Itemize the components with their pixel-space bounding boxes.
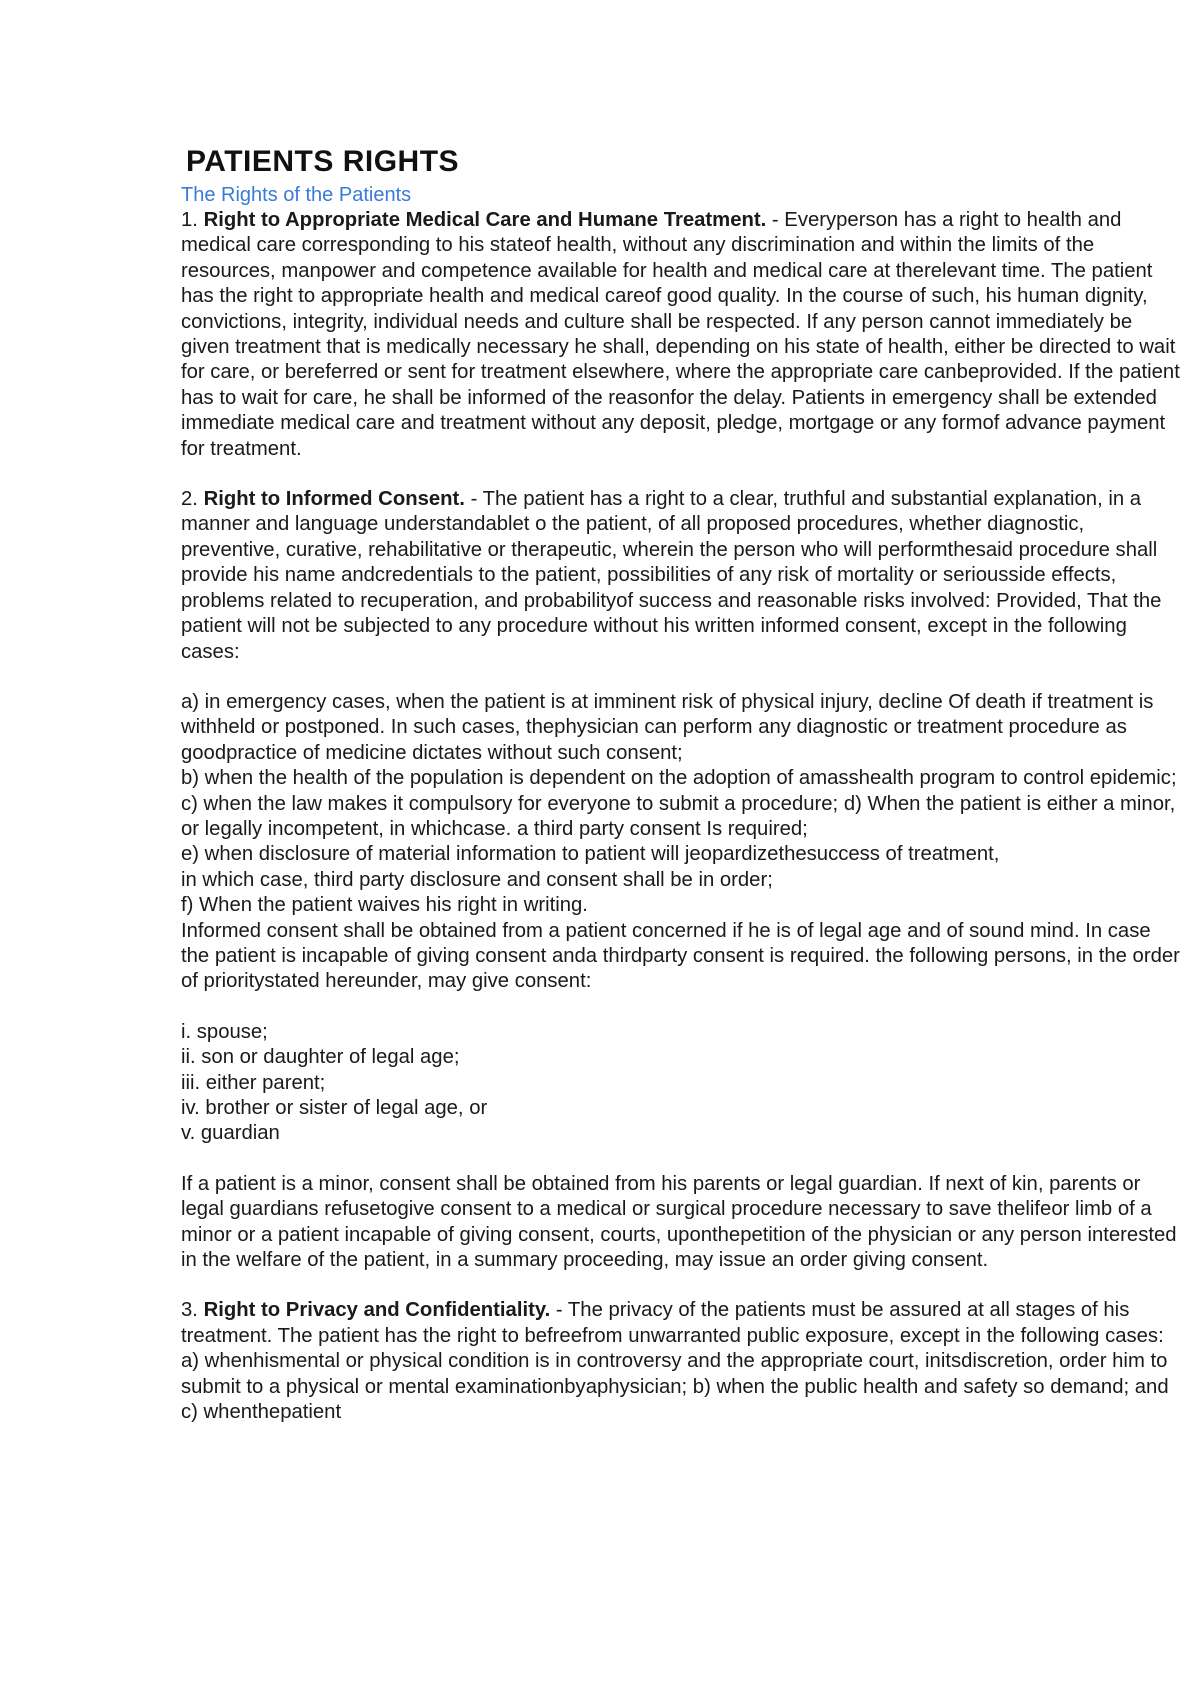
case-item-f: f) When the patient waives his right in writing. bbox=[181, 894, 588, 917]
document-content bbox=[181, 142, 1181, 1425]
document-subtitle: The Rights of the Patients bbox=[181, 184, 412, 206]
section-2-heading: Right to Informed Consent. bbox=[203, 488, 465, 511]
section-2-number: 2. bbox=[181, 488, 204, 511]
section-1-heading: Right to Appropriate Medical Care and Humane Treatment. bbox=[203, 209, 767, 231]
person-item: i. spouse; bbox=[181, 1020, 268, 1043]
section-3-text: - The privacy of the patients must be assured at all stages of his treatment. The patient has the right to befreefrom unwarranted public exposure, except in the following cases: a) whenhismental or physical condition is in controversy and the appropriate court, initsdiscretion, order him to submit to a physical or mental examinationbyaphysician; b) when the public health and safety so demand; and c) whenthepatient bbox=[181, 1299, 1169, 1424]
case-item-a: a) in emergency cases, when the patient is at imminent risk of physical injury, decline Of death if treatment is withheld or postponed. In such cases, thephysician can perform any diagnostic or treatment procedure as goodpractice of medicine dictates without such consent; bbox=[181, 690, 1154, 764]
consent-cases bbox=[181, 690, 1181, 995]
case-item-e-cont: in which case, third party disclosure and consent shall be in order; bbox=[181, 868, 773, 891]
section-1-paragraph bbox=[181, 208, 1181, 462]
minor-consent-paragraph: If a patient is a minor, consent shall be obtained from his parents or legal guardian. If next of kin, parents or legal guardians refusetogive consent to a medical or surgical procedure necessary to save thelifeor limb of a minor or a patient incapable of giving consent, courts, uponthepetition of the physician or any person interested in the welfare of the patient, in a summary proceeding, may issue an order giving consent. bbox=[181, 1172, 1177, 1272]
section-1-number: 1. bbox=[181, 209, 204, 231]
case-item-c-d: c) when the law makes it compulsory for everyone to submit a procedure; d) When the patient is either a minor, or legally incompetent, in whichcase. a third party consent Is required; bbox=[181, 792, 1176, 840]
spacer bbox=[181, 1147, 1181, 1172]
consent-priority-intro: Informed consent shall be obtained from a patient concerned if he is of legal age and of sound mind. In case the patient is incapable of giving consent anda thirdparty consent is required. the following persons, in the order of prioritystated hereunder, may give consent: bbox=[181, 919, 1180, 993]
person-item: iv. brother or sister of legal age, or bbox=[181, 1097, 488, 1119]
section-3-paragraph bbox=[181, 1298, 1181, 1425]
section-2-paragraph bbox=[181, 487, 1181, 665]
person-item: v. guardian bbox=[181, 1122, 280, 1145]
section-2-text: - The patient has a right to a clear, truthful and substantial explanation, in a manner and language understandablet o the patient, of all proposed procedures, whether diagnostic, preventive, curative, rehabilitative or therapeutic, wherein the person who will performthesaid procedure shall provide his name andcredentials to the patient, possibilities of any risk of mortality or seriousside effects, problems related to recuperation, and probabilityof success and reasonable risks involved: Provided, That the patient will not be subjected to any procedure without his written informed consent, except in the following cases: bbox=[181, 488, 1162, 663]
person-item: ii. son or daughter of legal age; bbox=[181, 1046, 460, 1069]
person-item: iii. either parent; bbox=[181, 1071, 326, 1094]
spacer bbox=[181, 462, 1181, 487]
consent-persons-list bbox=[181, 1020, 1181, 1147]
case-item-b: b) when the health of the population is dependent on the adoption of amasshealth program to control epidemic; bbox=[181, 767, 1177, 790]
section-3-number: 3. bbox=[181, 1299, 204, 1322]
section-3-heading: Right to Privacy and Confidentiality. bbox=[203, 1299, 551, 1322]
section-1-text: - Everyperson has a right to health and medical care corresponding to his stateof health, without any discrimination and within the limits of the resources, manpower and competence available for health and medical care at therelevant time. The patient has the right to appropriate health and medical careof good quality. In the course of such, his human dignity, convictions, integrity, individual needs and culture shall be respected. If any person cannot immediately be given treatment that is medically necessary he shall, depending on his state of health, either be directed to wait for care, or bereferred or sent for treatment elsewhere, where the appropriate care canbeprovided. If the patient has to wait for care, he shall be informed of the reasonfor the delay. Patients in emergency shall be extended immediate medical care and treatment without any deposit, pledge, mortgage or any formof advance payment for treatment. bbox=[181, 209, 1180, 460]
spacer bbox=[181, 995, 1181, 1020]
spacer bbox=[181, 1273, 1181, 1298]
case-item-e: e) when disclosure of material information to patient will jeopardizethesuccess of treatment, bbox=[181, 843, 1000, 866]
spacer bbox=[181, 665, 1181, 690]
page-title: PATIENTS RIGHTS bbox=[186, 145, 460, 178]
